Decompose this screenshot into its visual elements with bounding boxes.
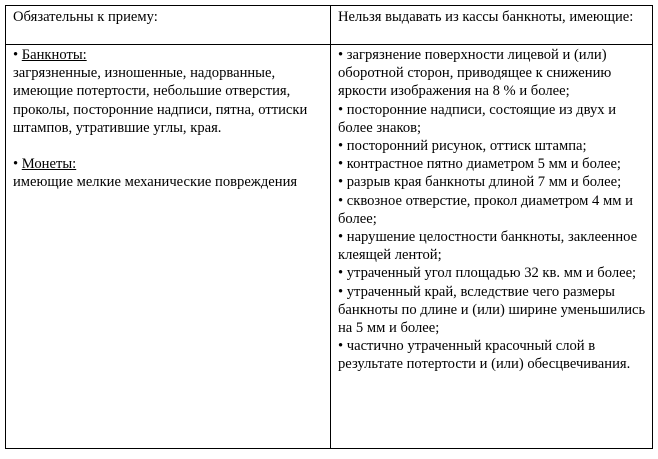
header-accepted: Обязательны к приему:: [6, 6, 331, 45]
banknotes-description: загрязненные, изношенные, надорванные, имеющие потертости, небольшие отверстия, проколы, посторонние надписи, пятна, оттиски штампов, утратившие углы, края.: [13, 65, 308, 136]
accepted-cell: [6, 45, 331, 449]
defect-item: • утраченный угол площадью 32 кв. мм и более;: [338, 265, 637, 282]
bullet-banknotes: •: [13, 47, 19, 63]
banknotes-title: Банкноты:: [21, 47, 87, 63]
coins-description: имеющие мелкие механические повреждения: [13, 174, 298, 191]
header-row: [6, 6, 653, 45]
defect-item: • загрязнение поверхности лицевой и (или) оборотной сторон, приводящее к снижению яркости изображения на 8 % и более;: [338, 47, 612, 100]
defect-item: • частично утраченный красочный слой в результате потертости и (или) обесцвечивания.: [338, 338, 631, 373]
rules-table: [5, 5, 653, 449]
defect-item: • посторонний рисунок, оттиск штампа;: [338, 138, 587, 155]
defect-item: • утраченный край, вследствие чего размеры банкноты по длине и (или) ширине уменьшились на 5 мм и более;: [338, 283, 646, 337]
not-issued-list: [338, 46, 646, 374]
coins-heading: [13, 155, 324, 173]
defect-item: • контрастное пятно диаметром 5 мм и более;: [338, 156, 621, 173]
defect-item: • посторонние надписи, состоящие из двух и более знаков;: [338, 101, 617, 136]
not-issued-cell: [331, 45, 653, 449]
bullet-coins: •: [13, 156, 19, 173]
banknotes-heading: [13, 46, 324, 64]
content-row: [6, 45, 653, 449]
defect-item: • разрыв края банкноты длиной 7 мм и более;: [338, 174, 622, 191]
defect-item: • сквозное отверстие, прокол диаметром 4 мм и более;: [338, 192, 633, 227]
accepted-list: [13, 46, 324, 191]
defect-item: • нарушение целостности банкноты, заклеенное клеящей лентой;: [338, 229, 638, 264]
spacer: [13, 137, 324, 155]
coins-title: Монеты:: [21, 156, 77, 173]
header-not-issued: Нельзя выдавать из кассы банкноты, имеющие:: [331, 6, 653, 45]
